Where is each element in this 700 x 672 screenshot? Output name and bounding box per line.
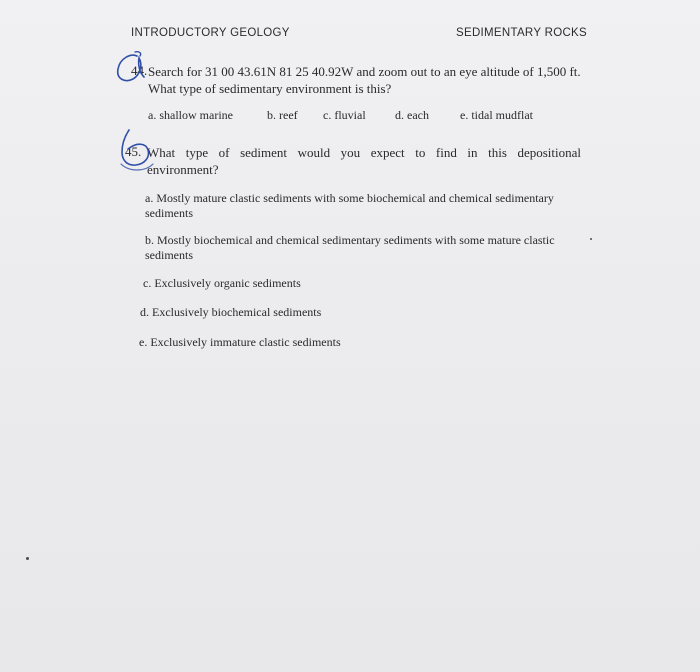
question-44-choice-d: d. each <box>395 108 429 122</box>
question-45-choice-b: b. Mostly biochemical and chemical sedimentary sediments with some mature clastic sediments <box>145 233 555 262</box>
handwritten-a-hook-stroke <box>135 52 141 56</box>
question-44-choice-b: b. reef <box>267 108 298 122</box>
question-44-choice-c: c. fluvial <box>323 108 366 122</box>
question-44-text: Search for 31 00 43.61N 81 25 40.92W and zoom out to an eye altitude of 1,500 ft. What type of sedimentary environment is this? <box>148 64 581 96</box>
question-45-number: 45. <box>125 144 142 159</box>
course-header: INTRODUCTORY GEOLOGY <box>131 27 290 39</box>
question-45-text: What type of sediment would you expect to find in this depositional environment? <box>147 145 581 177</box>
chapter-header: SEDIMENTARY ROCKS <box>456 27 587 39</box>
question-44-number: 44. <box>131 63 148 78</box>
question-44-choice-e: e. tidal mudflat <box>460 108 533 122</box>
question-45-choice-d: d. Exclusively biochemical sediments <box>140 305 322 319</box>
question-45-choice-c: c. Exclusively organic sediments <box>143 276 301 290</box>
stray-dot <box>26 557 29 560</box>
question-45-choice-a: a. Mostly mature clastic sediments with some biochemical and chemical sedimentary sediments <box>145 191 554 220</box>
stray-dot <box>590 238 592 240</box>
question-44-choice-a: a. shallow marine <box>148 108 233 122</box>
question-45-choice-e: e. Exclusively immature clastic sediments <box>139 335 341 349</box>
